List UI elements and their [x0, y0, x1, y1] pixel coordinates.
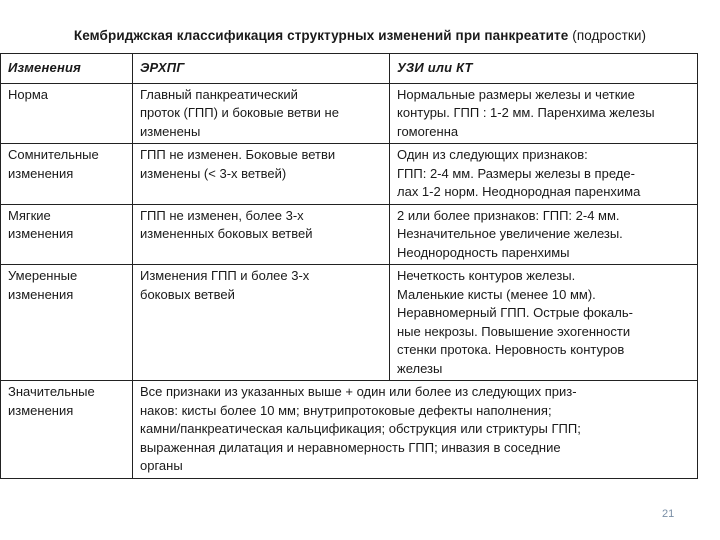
category-line: Мягкие	[8, 207, 51, 223]
header-us-ct: УЗИ или КТ	[390, 54, 698, 84]
us-ct-line: ные некрозы. Повышение эхогенности	[397, 323, 631, 339]
ercp-cell	[133, 265, 390, 381]
header-ercp: ЭРХПГ	[133, 54, 390, 84]
category-line: Умеренные	[8, 268, 78, 283]
us-ct-line: гомогенна	[397, 123, 459, 139]
header-changes: Изменения	[1, 54, 133, 84]
combined-line: выраженная дилатация и неравномерность ГПП; инвазия в соседние	[140, 439, 561, 455]
ercp-line: ГПП не изменен, более 3-х	[140, 207, 304, 223]
us-ct-line: 2 или более признаков: ГПП: 2-4 мм.	[397, 207, 620, 223]
title-main: Кембриджская классификация структурных изменений при панкреатите	[73, 28, 569, 43]
us-ct-line: стенки протока. Неровность контуров	[397, 342, 625, 357]
us-ct-line: ГПП: 2-4 мм. Размеры железы в преде-	[397, 165, 635, 181]
category-line: изменения	[8, 165, 74, 181]
us-ct-line: Маленькие кисты (менее 10 мм).	[397, 286, 596, 302]
ercp-line: измененных боковых ветвей	[140, 226, 313, 241]
table-row	[1, 265, 698, 381]
ercp-line: Главный панкреатический	[140, 86, 298, 102]
ercp-cell	[133, 83, 390, 144]
ercp-cell	[133, 144, 390, 205]
us-ct-line: железы	[397, 360, 443, 376]
ercp-line: боковых ветвей	[140, 286, 235, 302]
ercp-line: изменены (< 3-х ветвей)	[140, 165, 287, 181]
ercp-line: изменены	[140, 123, 201, 139]
category-line: изменения	[8, 226, 74, 241]
us-ct-line: Один из следующих признаков:	[397, 147, 588, 162]
us-ct-line: Неоднородность паренхимы	[397, 244, 570, 260]
us-ct-cell	[390, 265, 698, 381]
combined-line: камни/панкреатическая кальцификация; обструкция или стриктуры ГПП;	[140, 421, 581, 436]
slide-title	[0, 28, 720, 43]
category-cell	[1, 83, 133, 144]
category-line: Значительные	[8, 384, 95, 399]
ercp-line: Изменения ГПП и более 3-х	[140, 268, 310, 283]
ercp-line: ГПП не изменен. Боковые ветви	[140, 147, 336, 162]
us-ct-line: Нормальные размеры железы и четкие	[397, 86, 635, 102]
category-cell	[1, 381, 133, 479]
ercp-line: проток (ГПП) и боковые ветви не	[140, 105, 339, 120]
table-row	[1, 204, 698, 265]
category-line: изменения	[8, 402, 74, 418]
category-cell	[1, 204, 133, 265]
category-cell	[1, 265, 133, 381]
category-line: Сомнительные	[8, 147, 99, 162]
table-row	[1, 381, 698, 479]
us-ct-line: Неравномерный ГПП. Острые фокаль-	[397, 305, 633, 320]
category-cell	[1, 144, 133, 205]
us-ct-line: Нечеткость контуров железы.	[397, 268, 576, 283]
category-line: изменения	[8, 286, 74, 302]
combined-line: наков: кисты более 10 мм; внутрипротоковые дефекты наполнения;	[140, 402, 552, 418]
us-ct-line: лах 1-2 норм. Неоднородная паренхима	[397, 184, 641, 199]
combined-line: органы	[140, 458, 183, 473]
table-row	[1, 83, 698, 144]
us-ct-cell	[390, 204, 698, 265]
ercp-cell	[133, 204, 390, 265]
header-row	[1, 54, 698, 84]
us-ct-cell	[390, 144, 698, 205]
us-ct-cell	[390, 83, 698, 144]
category-line: Норма	[8, 86, 49, 102]
combined-line: Все признаки из указанных выше + один или более из следующих приз-	[140, 384, 577, 399]
us-ct-line: Незначительное увеличение железы.	[397, 226, 623, 241]
combined-cell	[133, 381, 698, 479]
classification-table	[0, 53, 698, 479]
us-ct-line: контуры. ГПП : 1-2 мм. Паренхима железы	[397, 105, 655, 120]
title-qualifier: (подростки)	[572, 28, 647, 43]
table-row	[1, 144, 698, 205]
page-number: 21	[662, 508, 675, 520]
